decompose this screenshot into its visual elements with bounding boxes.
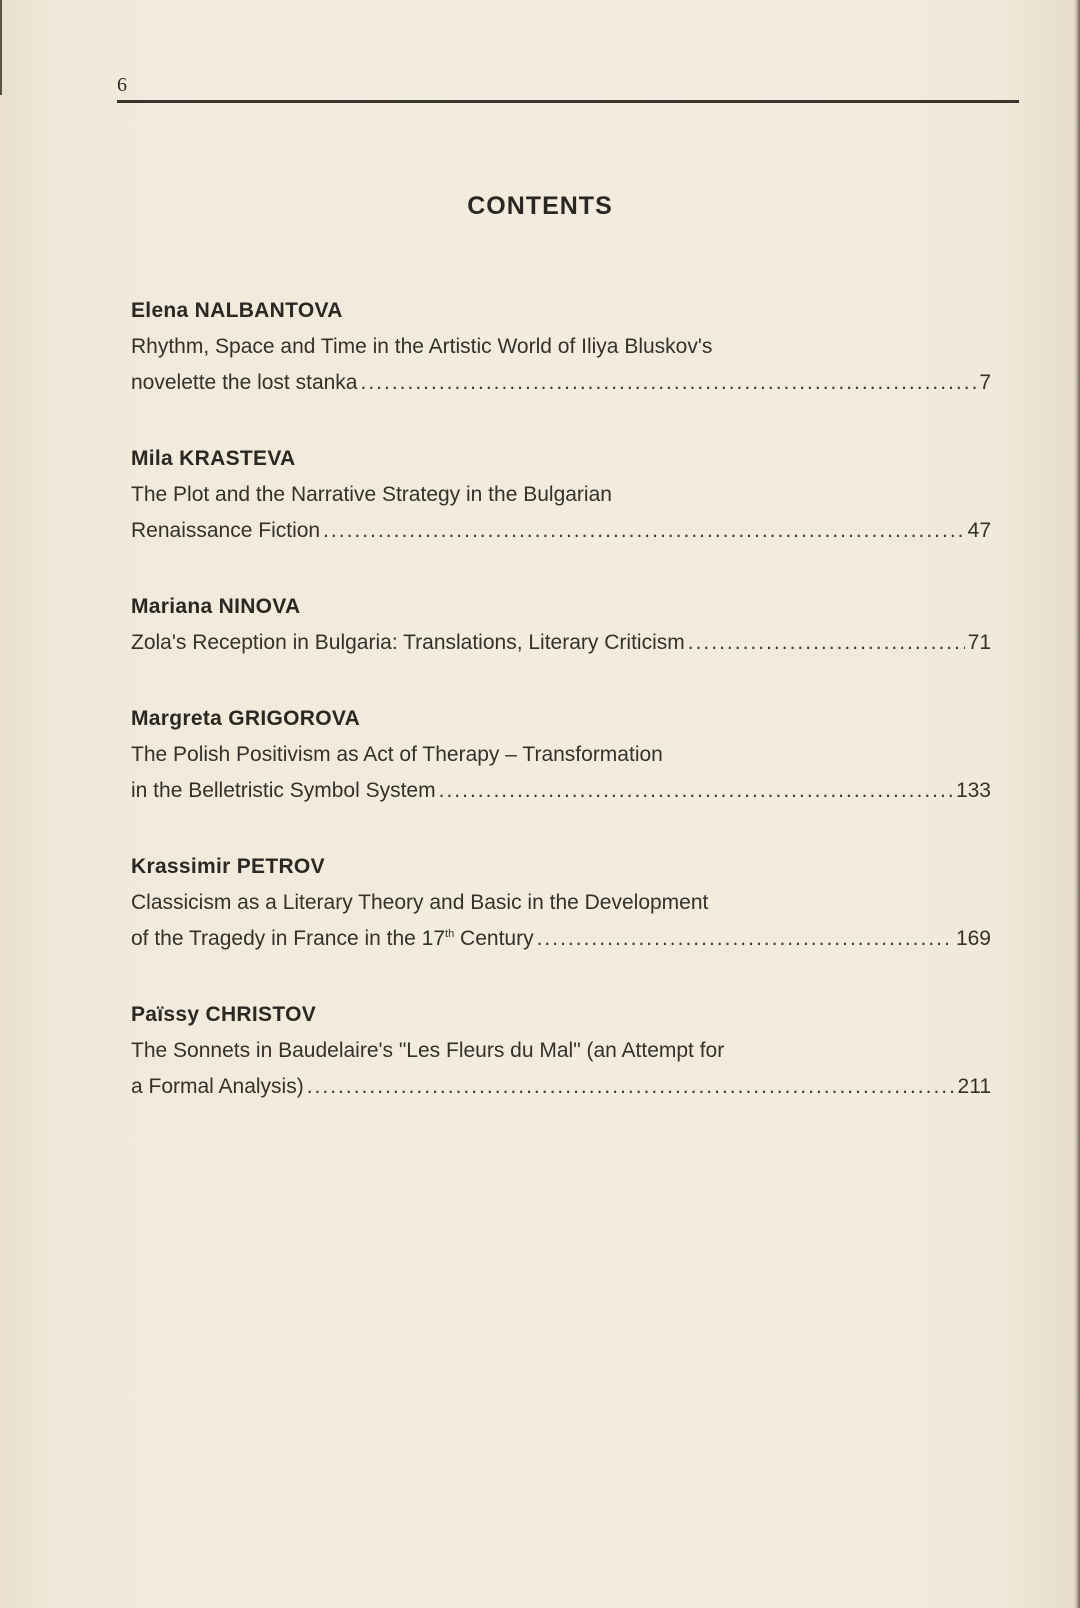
toc-entry — [131, 589, 991, 661]
toc-title-line: Classicism as a Literary Theory and Basic in the Development — [131, 891, 709, 914]
toc-title-line — [131, 921, 534, 957]
dot-leader — [360, 365, 976, 401]
toc-title-line: novelette the lost stanka — [131, 371, 358, 394]
toc-title-line: The Sonnets in Baudelaire's "Les Fleurs du Mal" (an Attempt for — [131, 1039, 725, 1062]
toc-author: Elena NALBANTOVA — [131, 299, 343, 322]
toc-leader-line — [131, 513, 991, 549]
superscript-ordinal: th — [445, 928, 455, 940]
dot-leader — [537, 921, 953, 957]
header-rule — [117, 100, 1019, 103]
toc-leader-line — [131, 365, 991, 401]
toc-title-text: of the Tragedy in France in the 17 — [131, 927, 446, 950]
toc-title-line: The Plot and the Narrative Strategy in the Bulgarian — [131, 483, 612, 506]
contents-heading: CONTENTS — [467, 192, 613, 220]
toc-entry — [131, 441, 991, 549]
toc-author: Mila KRASTEVA — [131, 447, 296, 470]
toc-author: Mariana NINOVA — [131, 595, 301, 618]
toc-title-line: Rhythm, Space and Time in the Artistic World of Iliya Bluskov's — [131, 335, 713, 358]
page-number: 6 — [117, 74, 127, 96]
toc-title-line: Zola's Reception in Bulgaria: Translations, Literary Criticism — [131, 631, 685, 654]
toc-title-line: a Formal Analysis) — [131, 1075, 304, 1098]
dot-leader — [307, 1069, 955, 1105]
page-edge-right — [1074, 0, 1080, 1608]
dot-leader — [323, 513, 965, 549]
toc-leader-line — [131, 625, 991, 661]
toc-entry — [131, 849, 991, 957]
toc-page-number: 71 — [967, 631, 991, 654]
dot-leader — [688, 625, 965, 661]
toc-leader-line — [131, 921, 991, 957]
toc-page-number: 47 — [967, 519, 991, 542]
toc-title-line: The Polish Positivism as Act of Therapy – Transformation — [131, 743, 663, 766]
toc-author: Krassimir PETROV — [131, 855, 325, 878]
toc-title-line: in the Belletristic Symbol System — [131, 779, 436, 802]
toc-entry — [131, 293, 991, 401]
toc-page-number: 7 — [979, 371, 991, 394]
toc-title-line: Renaissance Fiction — [131, 519, 321, 542]
toc-page-number: 211 — [957, 1075, 991, 1098]
dot-leader — [439, 773, 953, 809]
toc-entry — [131, 997, 991, 1105]
toc-title-text: Century — [454, 927, 534, 950]
toc-leader-line — [131, 773, 991, 809]
toc-entries — [131, 293, 991, 1145]
toc-author: Païssy CHRISTOV — [131, 1003, 317, 1026]
toc-leader-line — [131, 1069, 991, 1105]
toc-page-number: 133 — [955, 779, 991, 802]
toc-page-number: 169 — [955, 927, 991, 950]
toc-entry — [131, 701, 991, 809]
page-edge-left — [0, 0, 2, 95]
toc-author: Margreta GRIGOROVA — [131, 707, 361, 730]
